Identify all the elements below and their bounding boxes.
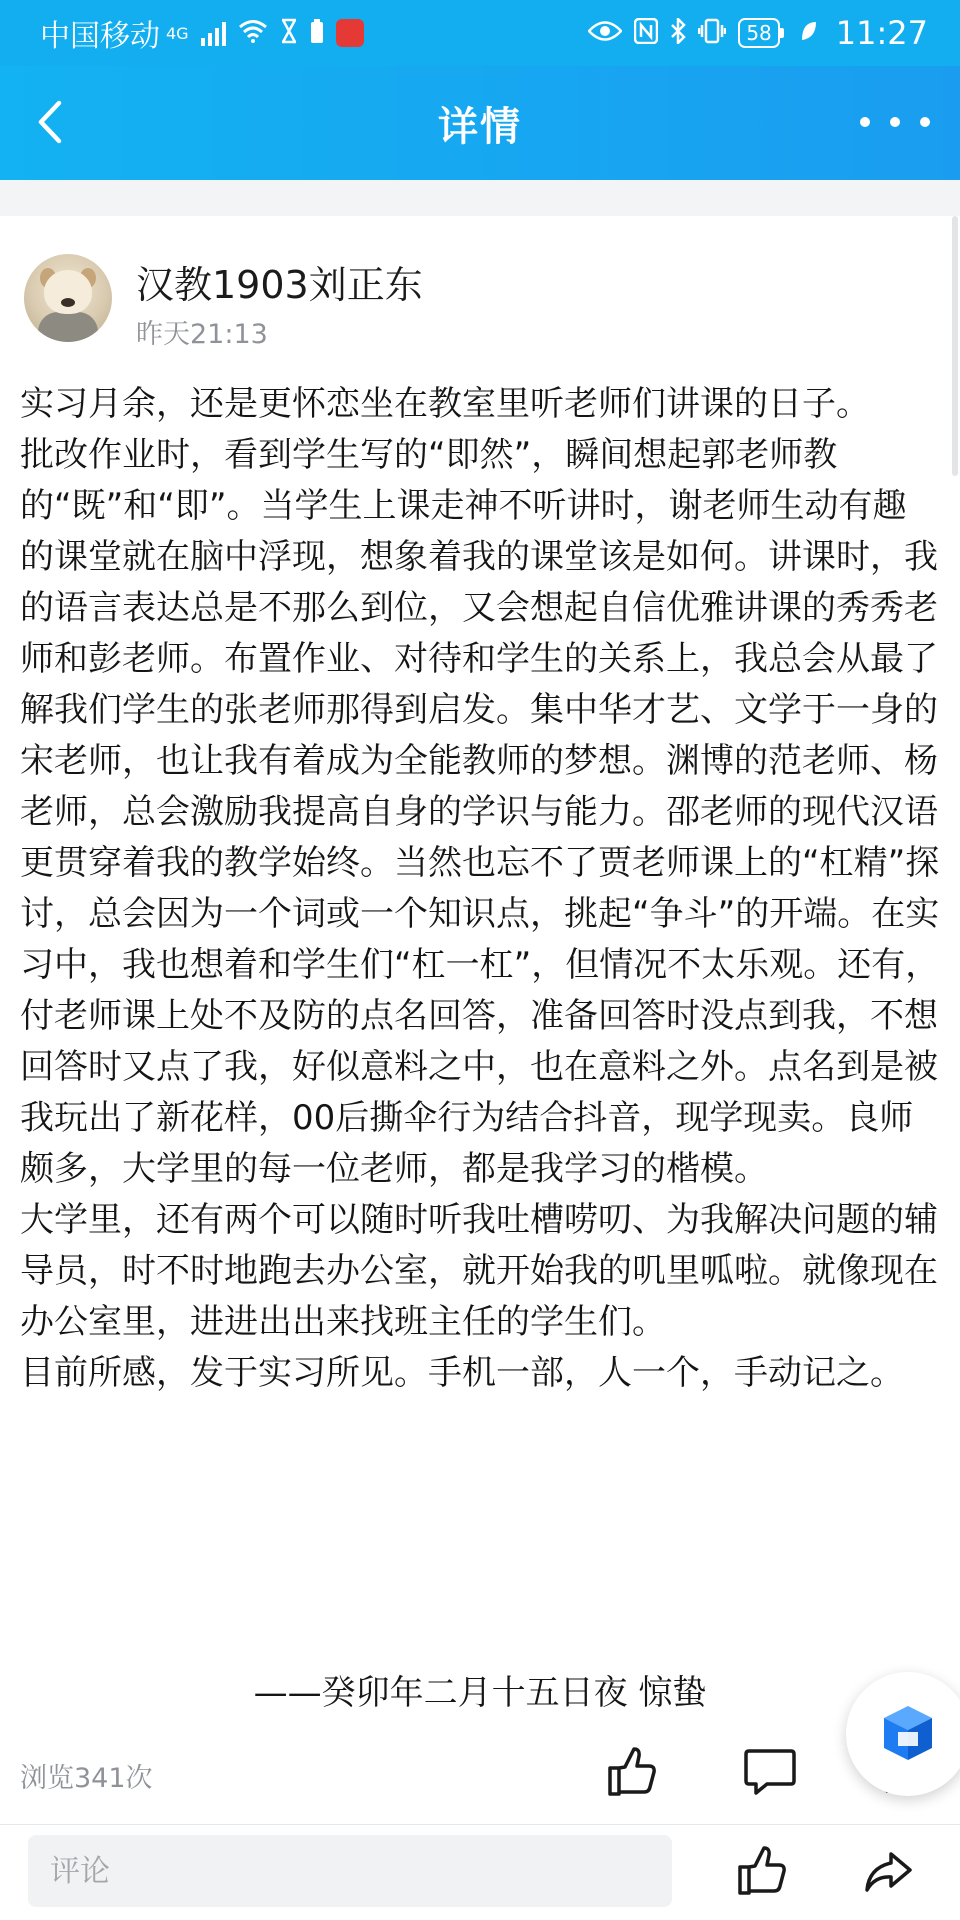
app-logo-icon (876, 1702, 940, 1766)
scrollbar[interactable] (952, 216, 958, 476)
like-button[interactable] (600, 1740, 664, 1804)
post-paragraph: 批改作业时，看到学生写的“即然”，瞬间想起郭老师教的“既”和“即”。当学生上课走神不听讲时，谢老师生动有趣的课堂就在脑中浮现，想象着我的课堂该是如何。讲课时，我的语言表达总是不那么到位，又会想起自信优雅讲课的秀秀老师和彭老师。布置作业、对待和学生的关系上，我总会从最了解我们学生的张老师那得到启发。集中华才艺、文学于一身的宋老师，也让我有着成为全能教师的梦想。渊博的范老师、杨老师，总会激励我提高自身的学识与能力。邵老师的现代汉语更贯穿着我的教学始终。当然也忘不了贾老师课上的“杠精”探讨，总会因为一个词或一个知识点，挑起“争斗”的开端。在实习中，我也想着和学生们“杠一杠”，但情况不太乐观。还有，付老师课上处不及防的点名回答，准备回答时没点到我，不想回答时又点了我，好似意料之中，也在意料之外。点名到是被我玩出了新花样，00后撕伞行为结合抖音，现学现卖。良师颇多，大学里的每一位老师，都是我学习的楷模。 (20, 435, 940, 1189)
view-count: 浏览341次 (20, 1763, 153, 1794)
floating-app-button[interactable] (846, 1672, 960, 1796)
post-paragraph: 大学里，还有两个可以随时听我吐槽唠叨、为我解决问题的辅导员，时不时地跑去办公室，就开始我的叽里呱啦。就像现在办公室里，进进出出来找班主任的学生们。 (20, 1200, 938, 1342)
thumbs-up-icon (606, 1746, 658, 1798)
bottom-like-button[interactable] (730, 1839, 794, 1903)
signal-icon (201, 20, 226, 46)
page-title: 详情 (438, 103, 522, 150)
battery-small-icon (310, 18, 324, 48)
status-bar (0, 0, 960, 66)
app-tile-icon (336, 19, 364, 47)
comment-button[interactable] (738, 1740, 802, 1804)
author-name[interactable]: 汉教1903刘正东 (136, 263, 423, 307)
carrier-label: 中国移动 (40, 19, 160, 54)
comment-bar (0, 1824, 960, 1920)
post-paragraph: 目前所感，发于实习所见。手机一部，人一个，手动记之。 (20, 1353, 904, 1393)
clock: 11:27 (835, 14, 928, 52)
more-icon-dot (920, 117, 930, 127)
network-label: 4G (166, 23, 189, 43)
comment-icon (743, 1747, 797, 1797)
more-icon-dot (860, 117, 870, 127)
post-card (0, 216, 960, 1836)
comment-input[interactable] (28, 1835, 672, 1907)
wifi-icon (238, 19, 268, 47)
status-right (588, 14, 928, 52)
battery-icon: 58 (738, 18, 779, 48)
post-signature: ——癸卯年二月十五日夜 惊蛰 (253, 1673, 707, 1713)
more-button[interactable] (860, 102, 930, 142)
hourglass-icon (280, 18, 298, 48)
bottom-share-button[interactable] (856, 1839, 920, 1903)
bluetooth-icon (670, 18, 686, 48)
leaf-icon (800, 20, 818, 46)
vibrate-icon (698, 18, 726, 48)
status-left (40, 11, 364, 55)
avatar[interactable] (24, 254, 112, 342)
thumbs-up-icon (736, 1845, 788, 1897)
app-header (0, 66, 960, 180)
more-icon-dot (890, 117, 900, 127)
nfc-icon (634, 18, 658, 48)
post-time: 昨天21:13 (136, 319, 268, 350)
share-icon (862, 1848, 914, 1894)
eye-icon (588, 20, 622, 46)
post-paragraph: 实习月余，还是更怀恋坐在教室里听老师们讲课的日子。 (20, 384, 870, 424)
post-body (20, 379, 940, 1399)
